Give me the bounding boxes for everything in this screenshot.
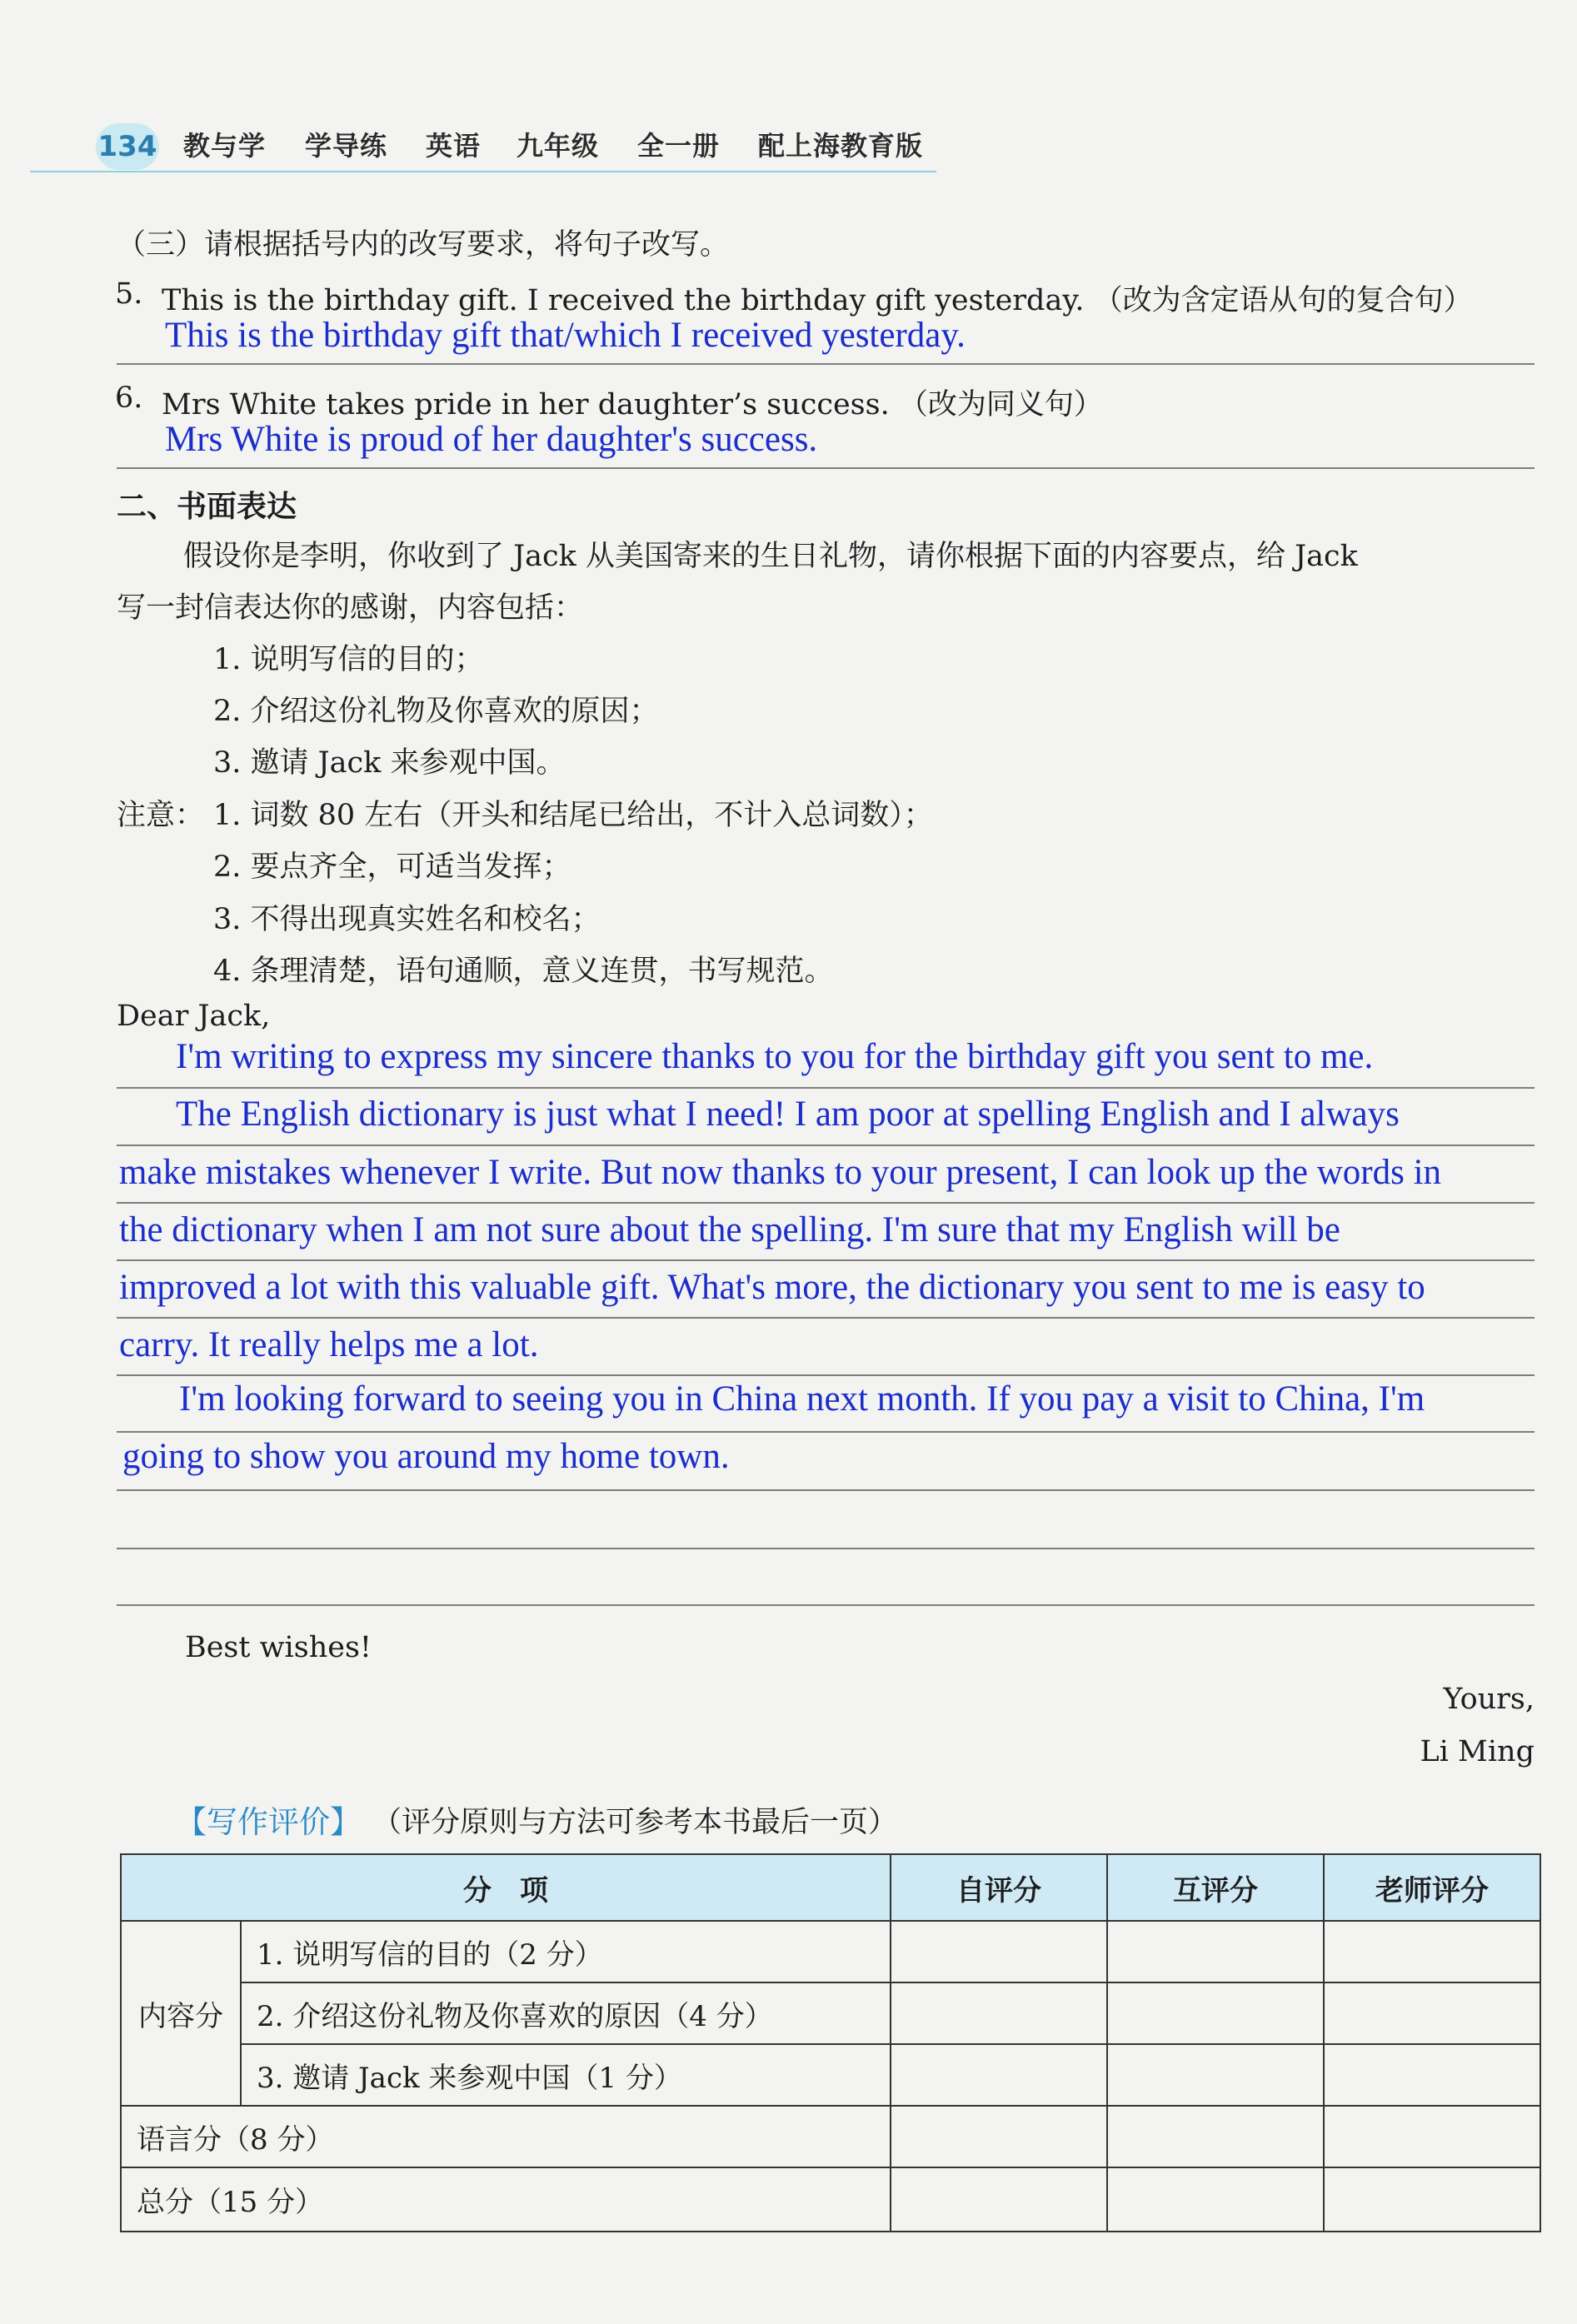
content-point: 2. 介绍这份礼物及你喜欢的原因； bbox=[213, 695, 659, 728]
table-row bbox=[121, 2106, 1540, 2167]
score-cell[interactable] bbox=[1107, 2044, 1324, 2106]
letter-line: improved a lot with this valuable gift. What's more, the dictionary you sent to me is easy to bbox=[119, 1268, 1425, 1307]
writing-line bbox=[117, 1087, 1535, 1089]
prompt-line-1: 假设你是李明，你收到了 Jack 从美国寄来的生日礼物，请你根据下面的内容要点，给 Jack bbox=[183, 540, 1358, 573]
score-cell[interactable] bbox=[1107, 2167, 1324, 2232]
answer-line bbox=[117, 363, 1535, 365]
letter-line: The English dictionary is just what I need! I am poor at spelling English and I always bbox=[176, 1095, 1400, 1134]
writing-line bbox=[117, 1431, 1535, 1433]
prompt-line-2: 写一封信表达你的感谢，内容包括： bbox=[117, 591, 584, 625]
q5-answer: This is the birthday gift that/which I received yesterday. bbox=[165, 316, 966, 355]
q6-number: 6. bbox=[115, 382, 143, 415]
note-item: 4. 条理清楚，语句通顺，意义连贯，书写规范。 bbox=[213, 955, 834, 988]
q6-answer: Mrs White is proud of her daughter's success. bbox=[165, 420, 818, 459]
score-cell[interactable] bbox=[1324, 2044, 1540, 2106]
header-peer-score: 互评分 bbox=[1107, 1854, 1324, 1921]
table-row bbox=[121, 2167, 1540, 2232]
table-row bbox=[121, 1982, 1540, 2044]
header-item: 分 项 bbox=[121, 1854, 891, 1921]
signature: Li Ming bbox=[1420, 1735, 1535, 1768]
writing-line bbox=[117, 1259, 1535, 1261]
total-score-label: 总分（15 分） bbox=[121, 2167, 891, 2232]
answer-line bbox=[117, 467, 1535, 469]
table-row bbox=[121, 2044, 1540, 2106]
language-score-label: 语言分（8 分） bbox=[121, 2106, 891, 2167]
score-cell[interactable] bbox=[1324, 1982, 1540, 2044]
header-item-grade: 九年级 bbox=[517, 130, 600, 162]
score-cell[interactable] bbox=[891, 2106, 1107, 2167]
score-cell[interactable] bbox=[1324, 2106, 1540, 2167]
header-item-series: 学导练 bbox=[305, 130, 388, 162]
header-item-volume: 全一册 bbox=[637, 130, 721, 162]
score-cell[interactable] bbox=[891, 2044, 1107, 2106]
content-item: 2. 介绍这份礼物及你喜欢的原因（4 分） bbox=[241, 1982, 891, 2044]
content-item: 3. 邀请 Jack 来参观中国（1 分） bbox=[241, 2044, 891, 2106]
closing: Best wishes! bbox=[185, 1631, 372, 1664]
letter-line: going to show you around my home town. bbox=[122, 1437, 730, 1476]
score-cell[interactable] bbox=[891, 1982, 1107, 2044]
salutation: Dear Jack, bbox=[117, 1000, 271, 1033]
writing-line bbox=[117, 1374, 1535, 1376]
table-header-row bbox=[121, 1854, 1540, 1921]
table-row bbox=[121, 1921, 1540, 1982]
grading-table bbox=[120, 1853, 1541, 2232]
note-item: 3. 不得出现真实姓名和校名； bbox=[213, 903, 601, 936]
header-self-score: 自评分 bbox=[891, 1854, 1107, 1921]
evaluation-label: 【写作评价】 bbox=[176, 1804, 361, 1840]
letter-line: carry. It really helps me a lot. bbox=[119, 1325, 539, 1364]
score-cell[interactable] bbox=[1107, 1982, 1324, 2044]
letter-line: I'm writing to express my sincere thanks to you for the birthday gift you sent to me. bbox=[176, 1037, 1374, 1076]
score-cell[interactable] bbox=[891, 2167, 1107, 2232]
score-cell[interactable] bbox=[1107, 2106, 1324, 2167]
content-point: 1. 说明写信的目的； bbox=[213, 643, 484, 676]
content-score-label: 内容分 bbox=[121, 1921, 241, 2106]
writing-line bbox=[117, 1145, 1535, 1146]
header-teacher-score: 老师评分 bbox=[1324, 1854, 1540, 1921]
score-cell[interactable] bbox=[1107, 1921, 1324, 1982]
note-item: 2. 要点齐全，可适当发挥； bbox=[213, 850, 571, 884]
letter-line: I'm looking forward to seeing you in China next month. If you pay a visit to China, I'm bbox=[179, 1379, 1425, 1419]
score-cell[interactable] bbox=[1324, 1921, 1540, 1982]
page-number: 134 bbox=[96, 123, 159, 170]
section-title: 二、书面表达 bbox=[117, 490, 297, 524]
writing-line bbox=[117, 1604, 1535, 1606]
letter-line: the dictionary when I am not sure about the spelling. I'm sure that my English will be bbox=[119, 1210, 1340, 1249]
writing-line bbox=[117, 1317, 1535, 1319]
yours: Yours, bbox=[1443, 1683, 1535, 1716]
content-item: 1. 说明写信的目的（2 分） bbox=[241, 1921, 891, 1982]
writing-line bbox=[117, 1202, 1535, 1204]
q5-text: This is the birthday gift. I received the birthday gift yesterday. （改为含定语从句的复合句） bbox=[162, 284, 1473, 317]
q5-number: 5. bbox=[115, 277, 143, 311]
notes-label: 注意： bbox=[117, 799, 205, 832]
header-rule bbox=[30, 171, 936, 172]
part3-instruction: （三）请根据括号内的改写要求，将句子改写。 bbox=[117, 228, 730, 262]
writing-line bbox=[117, 1548, 1535, 1549]
header-item-edition: 配上海教育版 bbox=[758, 130, 924, 162]
score-cell[interactable] bbox=[1324, 2167, 1540, 2232]
q6-text: Mrs White takes pride in her daughter’s success. （改为同义句） bbox=[162, 388, 1103, 421]
score-cell[interactable] bbox=[891, 1921, 1107, 1982]
header-item-subject: 英语 bbox=[426, 130, 482, 162]
content-point: 3. 邀请 Jack 来参观中国。 bbox=[213, 746, 566, 780]
writing-line bbox=[117, 1489, 1535, 1491]
note-item: 1. 词数 80 左右（开头和结尾已给出，不计入总词数）； bbox=[213, 799, 933, 832]
header-item-book: 教与学 bbox=[183, 130, 267, 162]
evaluation-note: （评分原则与方法可参考本书最后一页） bbox=[372, 1806, 898, 1839]
letter-line: make mistakes whenever I write. But now thanks to your present, I can look up the words in bbox=[119, 1153, 1442, 1192]
